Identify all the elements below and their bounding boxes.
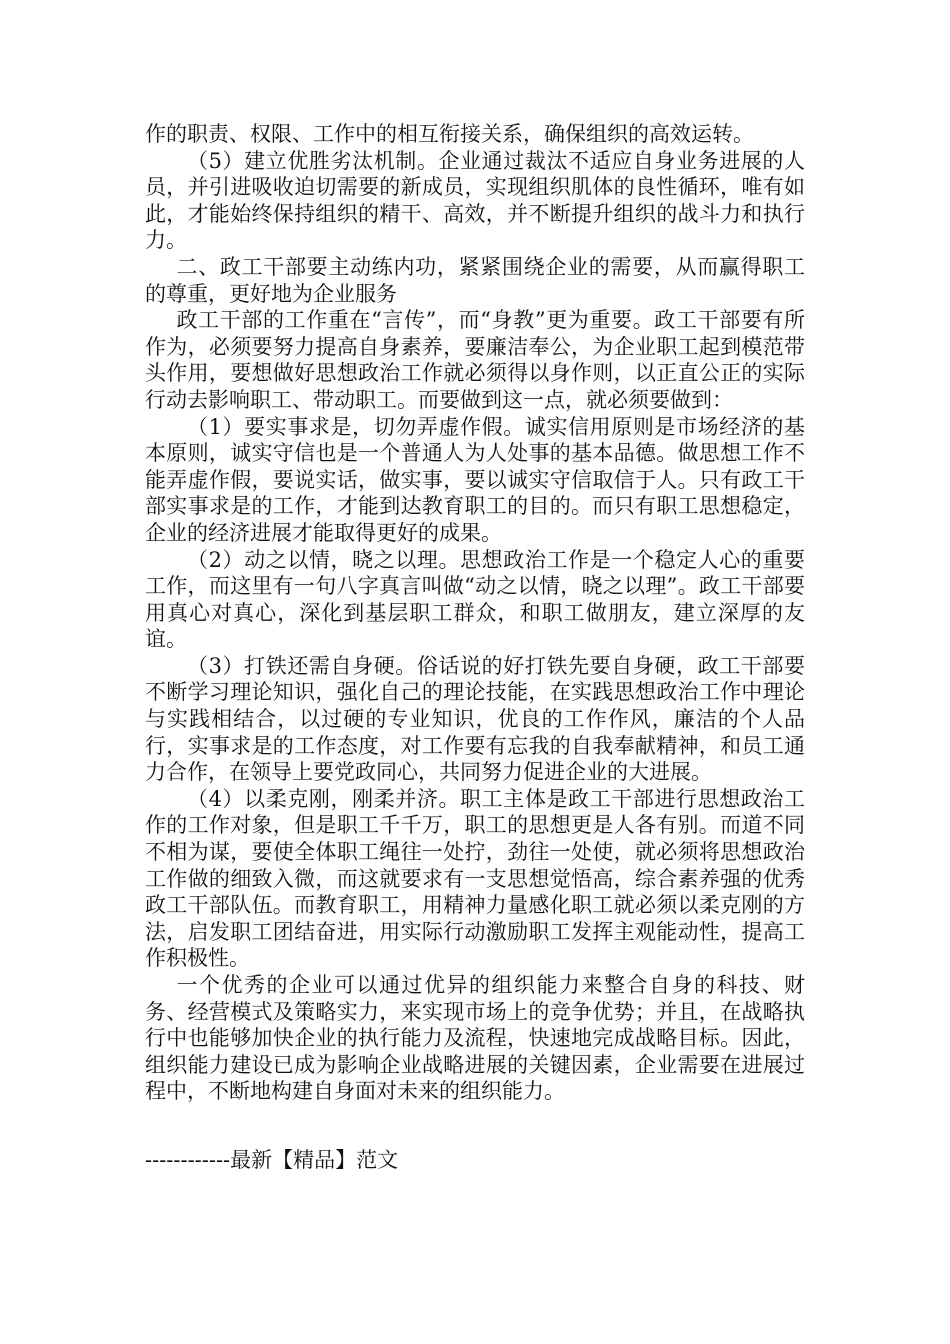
paragraph-intro: 政工干部的工作重在“言传”，而“身教”更为重要。政工干部要有所作为，必须要努力提高自身素养，要廉洁奉公，为企业职工起到模范带头作用，要想做好思想政治工作就必须得以身作则，以正直公正的实际行动去影响职工、带动职工。而要做到这一点，就必须要做到： [145, 308, 805, 412]
section-heading-2: 二、政工干部要主动练内功，紧紧围绕企业的需要，从而赢得职工的尊重，更好地为企业服务 [145, 254, 805, 306]
footer-text: ------------最新【精品】范文 [145, 1148, 399, 1172]
paragraph-item-5: （5）建立优胜劣汰机制。企业通过裁汰不适应自身业务进展的人员，并引进吸收迫切需要的新成员，实现组织肌体的良性循环，唯有如此，才能始终保持组织的精干、高效，并不断提升组织的战斗力和执行力。 [145, 148, 805, 253]
paragraph-item-1: （1）要实事求是，切勿弄虚作假。诚实信用原则是市场经济的基本原则，诚实守信也是一个普通人为人处事的基本品德。做思想工作不能弄虚作假，要说实话，做实事，要以诚实守信取信于人。只有政工干部实事求是的工作，才能到达教育职工的目的。而只有职工思想稳定，企业的经济进展才能取得更好的成果。 [145, 414, 805, 545]
paragraph-conclusion: 一个优秀的企业可以通过优异的组织能力来整合自身的科技、财务、经营模式及策略实力，来实现市场上的竞争优势；并且，在战略执行中也能够加快企业的执行能力及流程，快速地完成战略目标。因此，组织能力建设已成为影响企业战略进展的关键因素，企业需要在进展过程中，不断地构建自身面对未来的组织能力。 [145, 973, 805, 1104]
paragraph-item-4: （4）以柔克刚，刚柔并济。职工主体是政工干部进行思想政治工作的工作对象，但是职工千千万，职工的思想更是人各有别。而道不同不相为谋，要使全体职工绳往一处拧，劲往一处使，就必须将思想政治工作做的细致入微，而这就要求有一支思想觉悟高，综合素养强的优秀政工干部队伍。而教育职工，用精神力量感化职工就必须以柔克刚的方法，启发职工团结奋进，用实际行动激励职工发挥主观能动性，提高工作积极性。 [145, 786, 805, 971]
paragraph-item-3: （3）打铁还需自身硬。俗话说的好打铁先要自身硬，政工干部要不断学习理论知识，强化自己的理论技能，在实践思想政治工作中理论与实践相结合，以过硬的专业知识，优良的工作作风，廉洁的个人品行，实事求是的工作态度，对工作要有忘我的自我奉献精神，和员工通力合作，在领导上要党政同心，共同努力促进企业的大进展。 [145, 653, 805, 785]
paragraph-item-2: （2）动之以情，晓之以理。思想政治工作是一个稳定人心的重要工作，而这里有一句八字真言叫做“动之以情，晓之以理”。政工干部要用真心对真心，深化到基层职工群众，和职工做朋友，建立深厚的友谊。 [145, 547, 805, 652]
document-body [145, 121, 805, 1105]
paragraph-continuation: 作的职责、权限、工作中的相互衔接关系，确保组织的高效运转。 [145, 122, 754, 146]
